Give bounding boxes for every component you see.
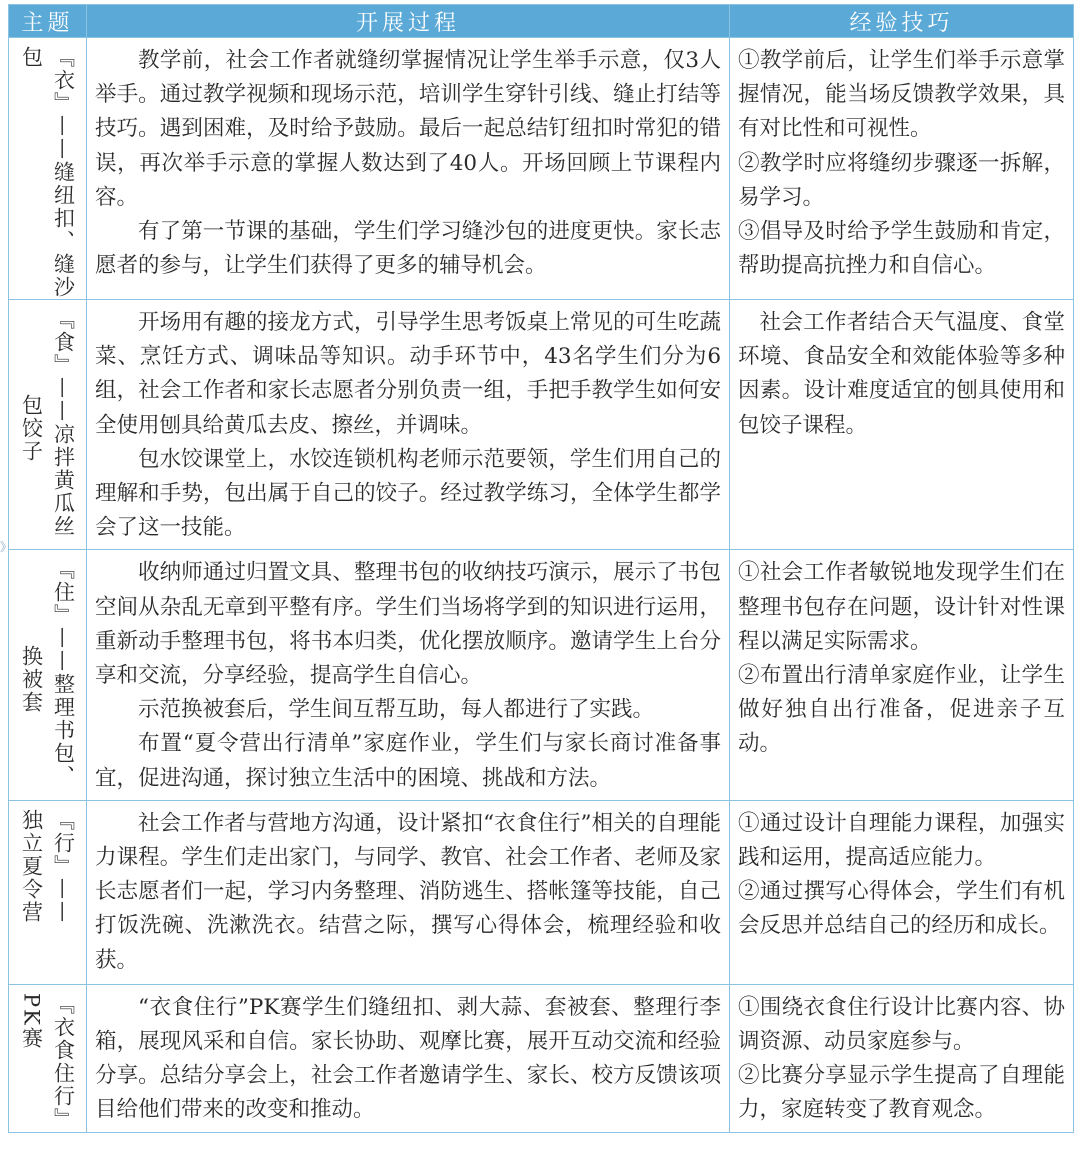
experience-item: ①教学前后，让学生们举手示意掌握情况，能当场反馈教学效果，具有对比性和可视性。	[738, 48, 1065, 142]
experience-cell	[730, 550, 1074, 800]
experience-item: ②通过撰写心得体会，学生们有机会反思并总结自己的经历和成长。	[738, 879, 1065, 939]
topic-subtitle: 『衣食住行』	[51, 992, 76, 1131]
process-paragraph: 社会工作者与营地方沟通，设计紧扣“衣食住行”相关的自理能力课程。学生们走出家门，与同学、教官、社会工作者、老师及家长志愿者们一起，学习内务整理、消防逃生、搭帐篷等技能，自己打饭洗碗、洗漱洗衣。结营之际，撰写心得体会，梳理经验和收获。	[95, 810, 721, 973]
process-cell	[87, 550, 730, 800]
header-topic: 主题	[9, 5, 87, 38]
experience-item: ①通过设计自理能力课程，加强实践和运用，提高适应能力。	[738, 810, 1065, 871]
topic-subtitle: 『行』——	[51, 808, 76, 924]
process-cell	[87, 984, 730, 1132]
process-paragraph: 收纳师通过归置文具、整理书包的收纳技巧演示，展示了书包空间从杂乱无章到平整有序。学生们当场将学到的知识进行运用，重新动手整理书包，将书本归类，优化摆放顺序。邀请学生上台分享和交流，分享经验，提高学生自信心。	[95, 560, 721, 689]
topic-title: 独立夏令营	[19, 808, 44, 924]
topic-cell	[9, 984, 87, 1132]
table-row	[9, 300, 1074, 550]
experience-item: ①社会工作者敏锐地发现学生们在整理书包存在问题，设计针对性课程以满足实际需求。	[738, 560, 1065, 654]
experience-cell	[730, 300, 1074, 550]
activity-table	[8, 4, 1074, 1133]
table-row	[9, 38, 1074, 300]
header-experience: 经验技巧	[730, 5, 1074, 38]
topic-title: 换被套	[19, 644, 44, 714]
process-paragraph: 包水饺课堂上，水饺连锁机构老师示范要领，学生们用自己的理解和手势，包出属于自己的饺子。经过教学练习，全体学生都学会了这一技能。	[95, 446, 721, 541]
process-paragraph: 开场用有趣的接龙方式，引导学生思考饭桌上常见的可生吃蔬菜、烹饪方式、调味品等知识。动手环节中，43名学生们分为6组，社会工作者和家长志愿者分别负责一组，手把手教学生如何安全使用刨具给黄瓜去皮、擦丝，并调味。	[95, 310, 721, 438]
process-cell	[87, 300, 730, 550]
process-paragraph: 示范换被套后，学生间互帮互助，每人都进行了实践。	[138, 697, 655, 723]
process-paragraph: 有了第一节课的基础，学生们学习缝沙包的进度更快。家长志愿者的参与，让学生们获得了更多的辅导机会。	[95, 219, 721, 279]
experience-cell	[730, 38, 1074, 300]
topic-title: 包饺子	[19, 394, 44, 464]
topic-cell	[9, 800, 87, 984]
topic-subtitle: 『衣』——缝纽扣、缝沙	[51, 46, 76, 299]
experience-cell	[730, 800, 1074, 984]
topic-subtitle: 『住』——整理书包、	[51, 558, 76, 789]
topic-cell	[9, 300, 87, 550]
table-row	[9, 550, 1074, 800]
experience-item: ①围绕衣食住行设计比赛内容、协调资源、动员家庭参与。	[738, 994, 1065, 1055]
topic-subtitle: 『食』——凉拌黄瓜丝	[51, 308, 76, 538]
process-cell	[87, 800, 730, 984]
topic-title: 包	[19, 46, 44, 69]
experience-paragraph: 社会工作者结合天气温度、食堂环境、食品安全和效能体验等多种因素。设计难度适宜的刨具使用和包饺子课程。	[738, 310, 1065, 438]
activity-table-wrap	[8, 4, 1074, 1131]
experience-item: ②比赛分享显示学生提高了自理能力，家庭转变了教育观念。	[738, 1063, 1065, 1123]
process-paragraph: “衣食住行”PK赛学生们缝纽扣、剥大蒜、套被套、整理行李箱，展现风采和自信。家长协助、观摩比赛，展开互动交流和经验分享。总结分享会上，社会工作者邀请学生、家长、校方反馈该项目给他们带来的改变和推动。	[95, 994, 721, 1123]
experience-cell	[730, 984, 1074, 1132]
process-cell	[87, 38, 730, 300]
experience-item: ②布置出行清单家庭作业，让学生做好独自出行准备，促进亲子互动。	[738, 663, 1065, 757]
topic-cell	[9, 38, 87, 300]
experience-item: ③倡导及时给予学生鼓励和肯定，帮助提高抗挫力和自信心。	[738, 219, 1065, 279]
process-paragraph: 教学前，社会工作者就缝纫掌握情况让学生举手示意，仅3人举手。通过教学视频和现场示范，培训学生穿针引线、缝止打结等技巧。遇到困难，及时给予鼓励。最后一起总结钉纽扣时常犯的错误，再次举手示意的掌握人数达到了40人。开场回顾上节课程内容。	[95, 48, 721, 210]
topic-cell	[9, 550, 87, 800]
topic-title: PK赛	[19, 992, 44, 1050]
table-row	[9, 800, 1074, 984]
header-process: 开展过程	[87, 5, 730, 38]
process-paragraph: 布置“夏令营出行清单”家庭作业，学生们与家长商讨准备事宜，促进沟通，探讨独立生活中的困境、挑战和方法。	[95, 731, 721, 791]
table-header-row	[9, 5, 1074, 38]
experience-item: ②教学时应将缝纫步骤逐一拆解，易学习。	[738, 150, 1065, 210]
table-row	[9, 984, 1074, 1132]
margin-mark: 》	[0, 540, 13, 554]
